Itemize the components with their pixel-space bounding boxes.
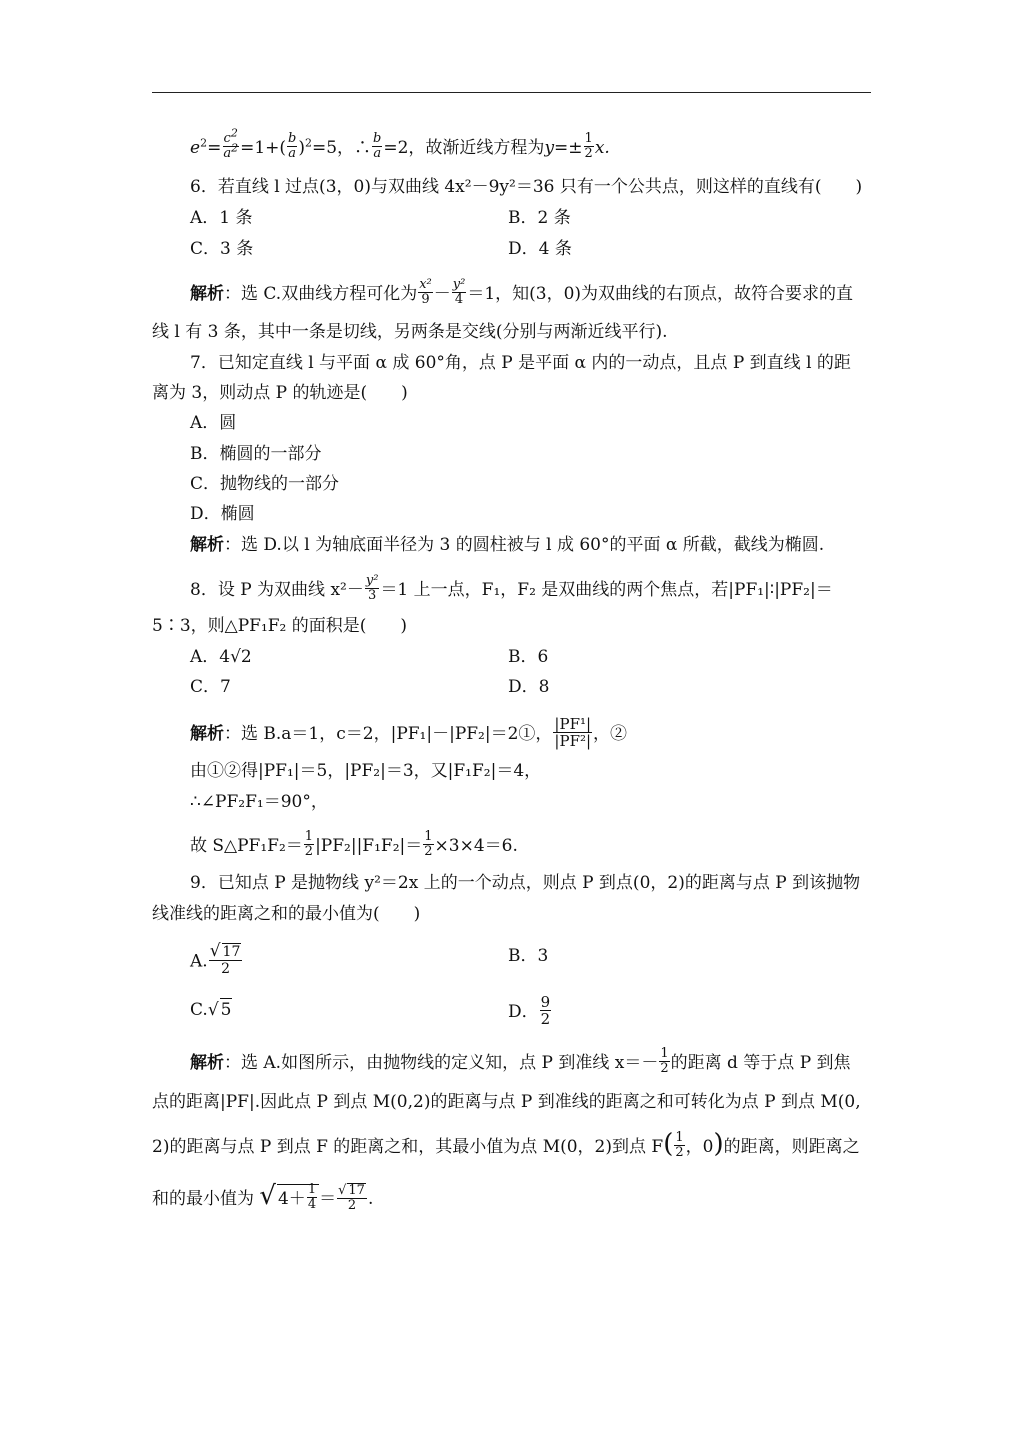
fraction: $\frac{1}{2}$ — [675, 1130, 684, 1160]
fraction: $\frac{√ 17}{2}$ — [209, 941, 241, 977]
q8-option-d: D．8 — [508, 677, 550, 697]
fraction: $\frac{b}{a}$ — [373, 131, 382, 161]
fraction: $\frac{\text{y²}}{4}$ — [452, 277, 466, 307]
fraction: $\frac{9}{2}$ — [540, 993, 551, 1028]
q8-option-a: A．4√2 — [190, 647, 252, 667]
q9-solution-line-4: 和的最小值为 √ 4＋ $\frac{1}{4}$ ＝ $\frac{√ 17}{2}$ . — [152, 1181, 374, 1213]
fraction: $\frac{1}{2}$ — [424, 829, 433, 859]
q9-solution-line-2: 点的距离|PF|.因此点 P 到点 M(0,2)的距离与点 P 到准线的距离之和可转化为点 P 到点 M(0, — [152, 1092, 861, 1112]
q6-option-a: A．1 条 — [190, 208, 253, 228]
q9-option-d: D． $\frac{9}{2}$ — [508, 993, 551, 1028]
q9-solution-line-1: 解析：选 A.如图所示，由抛物线的定义知，点 P 到准线 x＝－ $\frac{1}{2}$ 的距离 d 等于点 P 到焦 — [190, 1046, 851, 1076]
q8-stem-line-2: 5∶3，则△PF₁F₂ 的面积是( ) — [152, 616, 408, 636]
q6-stem: 6．若直线 l 过点(3，0)与双曲线 4x²－9y²＝36 只有一个公共点，则这样的直线有( ) — [190, 177, 863, 197]
q6-option-c: C．3 条 — [190, 239, 254, 259]
fraction: $\frac{c^2}{a^2}$ — [223, 126, 239, 161]
q6-option-d: D．4 条 — [508, 239, 572, 259]
sqrt-sign: √ — [207, 1000, 219, 1020]
q7-option-d: D．椭圆 — [190, 504, 255, 524]
sqrt-sign: √ — [209, 941, 221, 961]
q9-stem-line-2: 线准线的距离之和的最小值为( ) — [152, 904, 421, 924]
header-rule — [152, 92, 871, 93]
q9-option-c: C.√ 5 — [190, 1000, 232, 1020]
q8-stem-line-1: 8．设 P 为双曲线 x²－ $\frac{\text{y²}}{3}$ ＝1 上一点，F₁，F₂ 是双曲线的两个焦点，若|PF₁|∶|PF₂|＝ — [190, 573, 833, 603]
q5-asymptote-line: $e^2=$ $\frac{c^2}{a^2}$ =1+( $\frac{b}{a}$ )$^2$=5，∴ $\frac{b}{a}$ =2，故渐近线方程为y=± $\frac{1}{2}$ x. — [190, 126, 610, 161]
q7-stem-line-2: 离为 3，则动点 P 的轨迹是( ) — [152, 383, 408, 403]
fraction: $\frac{√ 17}{2}$ — [338, 1182, 365, 1213]
q6-solution-line-2: 线 l 有 3 条，其中一条是切线，另两条是交线(分别与两渐近线平行). — [152, 322, 668, 342]
fraction: $\frac{\text{x²}}{9}$ — [419, 277, 432, 307]
fraction: $\frac{1}{2}$ — [304, 829, 314, 859]
q8-solution-line-3: ∴∠PF₂F₁＝90°， — [190, 792, 328, 812]
fraction: $\frac{1}{2}$ — [584, 131, 593, 161]
q9-solution-line-3: 2)的距离与点 P 到点 F 的距离之和，其最小值为点 M(0，2)到点 F( $\frac{1}{2}$ ，0)的距离，则距离之 — [152, 1129, 860, 1160]
q9-option-b: B．3 — [508, 946, 549, 966]
q8-solution-line-1: 解析：选 B.a＝1，c＝2，|PF₁|－|PF₂|＝2①， $\frac{\text{|PF¹|}}{\text{|PF²|}}$ ，② — [190, 715, 628, 750]
q7-option-b: B．椭圆的一部分 — [190, 444, 322, 464]
fraction: $\frac{1}{2}$ — [660, 1046, 669, 1076]
fraction: $\frac{\text{|PF¹|}}{\text{|PF²|}}$ — [554, 715, 592, 750]
q7-stem-line-1: 7．已知定直线 l 与平面 α 成 60°角，点 P 是平面 α 内的一动点，且点 P 到直线 l 的距 — [190, 353, 851, 373]
q7-solution: 解析：选 D.以 l 为轴底面半径为 3 的圆柱被与 l 成 60°的平面 α 所截，截线为椭圆. — [190, 535, 825, 555]
q8-option-b: B．6 — [508, 647, 549, 667]
q6-solution-line-1: 解析：选 C.双曲线方程可化为 $\frac{\text{x²}}{9}$ － $\frac{\text{y²}}{4}$ ＝1，知(3，0)为双曲线的右顶点，故符合要求的直 — [190, 277, 854, 307]
q9-stem-line-1: 9．已知点 P 是抛物线 y²＝2x 上的一个动点，则点 P 到点(0，2)的距离与点 P 到该抛物 — [190, 873, 861, 893]
q8-option-c: C．7 — [190, 677, 231, 697]
fraction: $\frac{\text{y²}}{3}$ — [365, 573, 379, 603]
q7-option-c: C．抛物线的一部分 — [190, 474, 340, 494]
q8-solution-line-2: 由①②得|PF₁|＝5，|PF₂|＝3，又|F₁F₂|＝4， — [190, 761, 542, 781]
fraction: $\frac{b}{a}$ — [288, 131, 297, 161]
q8-solution-line-4: 故 S△PF₁F₂＝ $\frac{1}{2}$ |PF₂||F₁F₂|＝ $\frac{1}{2}$ ×3×4＝6. — [190, 829, 518, 859]
q7-option-a: A．圆 — [190, 413, 237, 433]
q9-option-a: A. $\frac{√ 17}{2}$ — [190, 941, 241, 977]
sqrt-sign: √ — [259, 1181, 276, 1211]
q6-option-b: B．2 条 — [508, 208, 571, 228]
fraction: $\frac{1}{4}$ — [307, 1182, 317, 1212]
